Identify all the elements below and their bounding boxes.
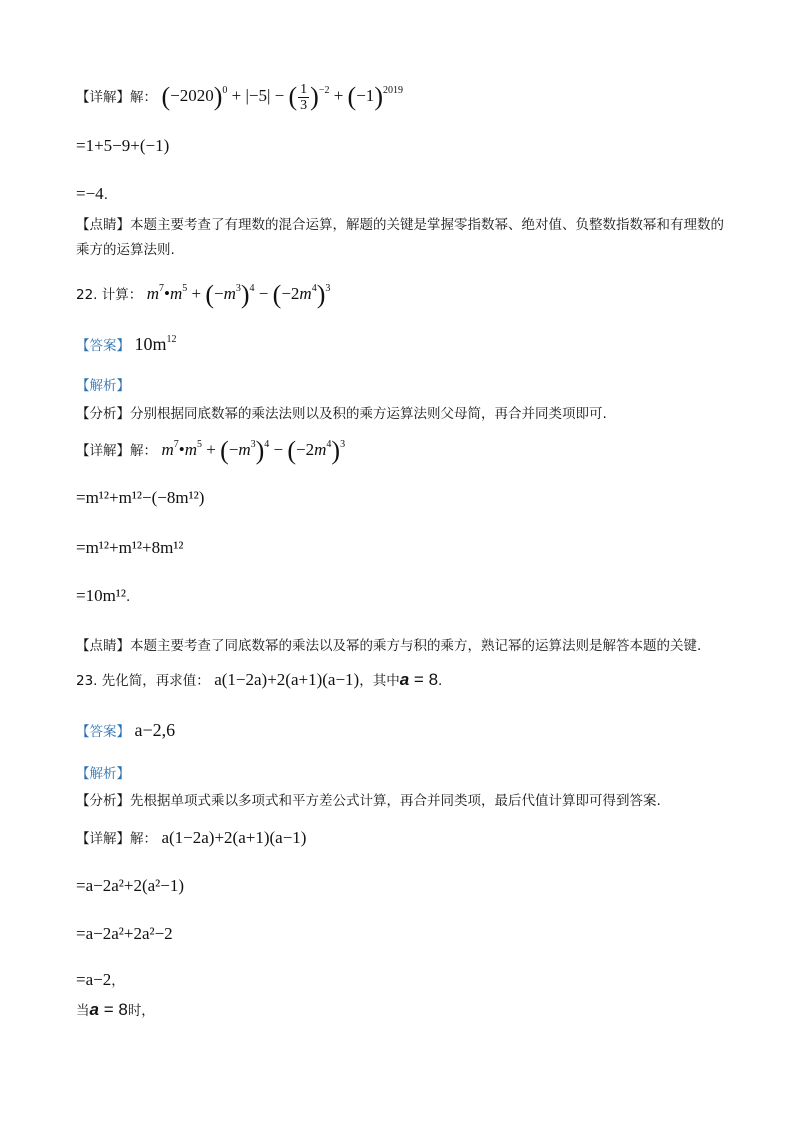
q22-question <box>76 280 331 309</box>
q23-when-var: a <box>89 1000 99 1019</box>
q22-number: 22. 计算： <box>76 287 143 303</box>
q23-question: 23. 先化简，再求值： a(1−2a)+2(a+1)(a−1)，其中a = 8. <box>76 670 443 689</box>
analyze-tag: 【分析】 <box>76 793 130 809</box>
q21-step2: =−4 <box>76 184 104 203</box>
q23-step3-line: =a−2， <box>76 970 125 989</box>
q22-detail-expression: $m^7•m^5 + (-m^3)^4 - (-2m^4)^3$ <box>161 436 346 465</box>
q22-comment-text: 本题主要考查了同底数幂的乘法以及幂的乘方与积的乘方，熟记幂的运算法则是解答本题的关键. <box>130 638 702 654</box>
q23-condition-var: a <box>399 670 410 689</box>
q21-step1: =1+5−9+(−1) <box>76 136 170 155</box>
q22-step2: =m¹²+m¹²+8m¹² <box>76 538 184 557</box>
q22-analyze-text: 分别根据同底数幂的乘法法则以及积的乘方运算法则父母简，再合并同类项即可. <box>130 406 607 422</box>
q22-expression: $m^7•m^5 + (-m^3)^4 - (-2m^4)^3$ <box>146 280 331 309</box>
q21-expression: $(-2020)^0 + |-5|$ − ( $\frac{1}{3}$ )$^{-2} + (-1)^{2019}$ <box>161 82 403 113</box>
q23-expression: a(1−2a)+2(a+1)(a−1) <box>214 670 360 689</box>
q23-answer-line <box>76 720 175 742</box>
q21-detail-line <box>76 82 403 113</box>
q22-step3-line: =10m¹². <box>76 586 131 605</box>
q22-detail-line: 【详解】解： $m^7•m^5 + (-m^3)^4 - (-2m^4)^3$ <box>76 436 346 465</box>
q22-analyze <box>76 404 607 424</box>
q21-comment <box>76 213 726 263</box>
detail-tag: 【详解】 <box>76 89 130 106</box>
q23-detail-line: 【详解】解： a(1−2a)+2(a+1)(a−1) <box>76 828 307 847</box>
answer-tag: 【答案】 <box>76 724 130 740</box>
q23-analyze <box>76 791 661 811</box>
q23-analysis-tag: 【解析】 <box>76 766 130 782</box>
q23-analyze-text: 先根据单项式乘以多项式和平方差公式计算，再合并同类项，最后代值计算即可得到答案. <box>130 793 661 809</box>
q21-comment-text: 本题主要考查了有理数的混合运算，解题的关键是掌握零指数幂、绝对值、负整数指数幂和有理数的乘方的运算法则. <box>76 217 724 258</box>
comment-tag: 【点睛】 <box>76 217 130 233</box>
q22-answer-line <box>76 334 176 356</box>
q22-step3: =10m¹² <box>76 586 127 605</box>
q23-step3: =a−2 <box>76 970 112 989</box>
detail-tag: 【详解】 <box>76 831 130 847</box>
detail-prefix: 解： <box>130 89 157 106</box>
detail-tag: 【详解】 <box>76 443 130 459</box>
q23-condition-value: 8 <box>428 670 439 689</box>
q22-comment <box>76 636 701 656</box>
answer-tag: 【答案】 <box>76 338 130 354</box>
analyze-tag: 【分析】 <box>76 406 130 422</box>
q23-step2: =a−2a²+2a²−2 <box>76 924 173 943</box>
q21-step2-line: =−4. <box>76 184 108 203</box>
q23-number: 23. 先化简，再求值： <box>76 673 210 689</box>
q22-analysis-tag: 【解析】 <box>76 378 130 394</box>
q22-answer: $10m^{12}$ <box>134 334 177 354</box>
q23-when-value: 8 <box>118 1000 128 1019</box>
q23-detail-expression: a(1−2a)+2(a+1)(a−1) <box>161 828 307 847</box>
q23-step1: =a−2a²+2(a²−1) <box>76 876 185 895</box>
q23-when-line: 当a = 8时， <box>76 1000 155 1019</box>
q23-answer: a−2,6 <box>134 720 176 740</box>
comment-tag: 【点睛】 <box>76 638 130 654</box>
q22-step1: =m¹²+m¹²−(−8m¹²) <box>76 488 205 507</box>
